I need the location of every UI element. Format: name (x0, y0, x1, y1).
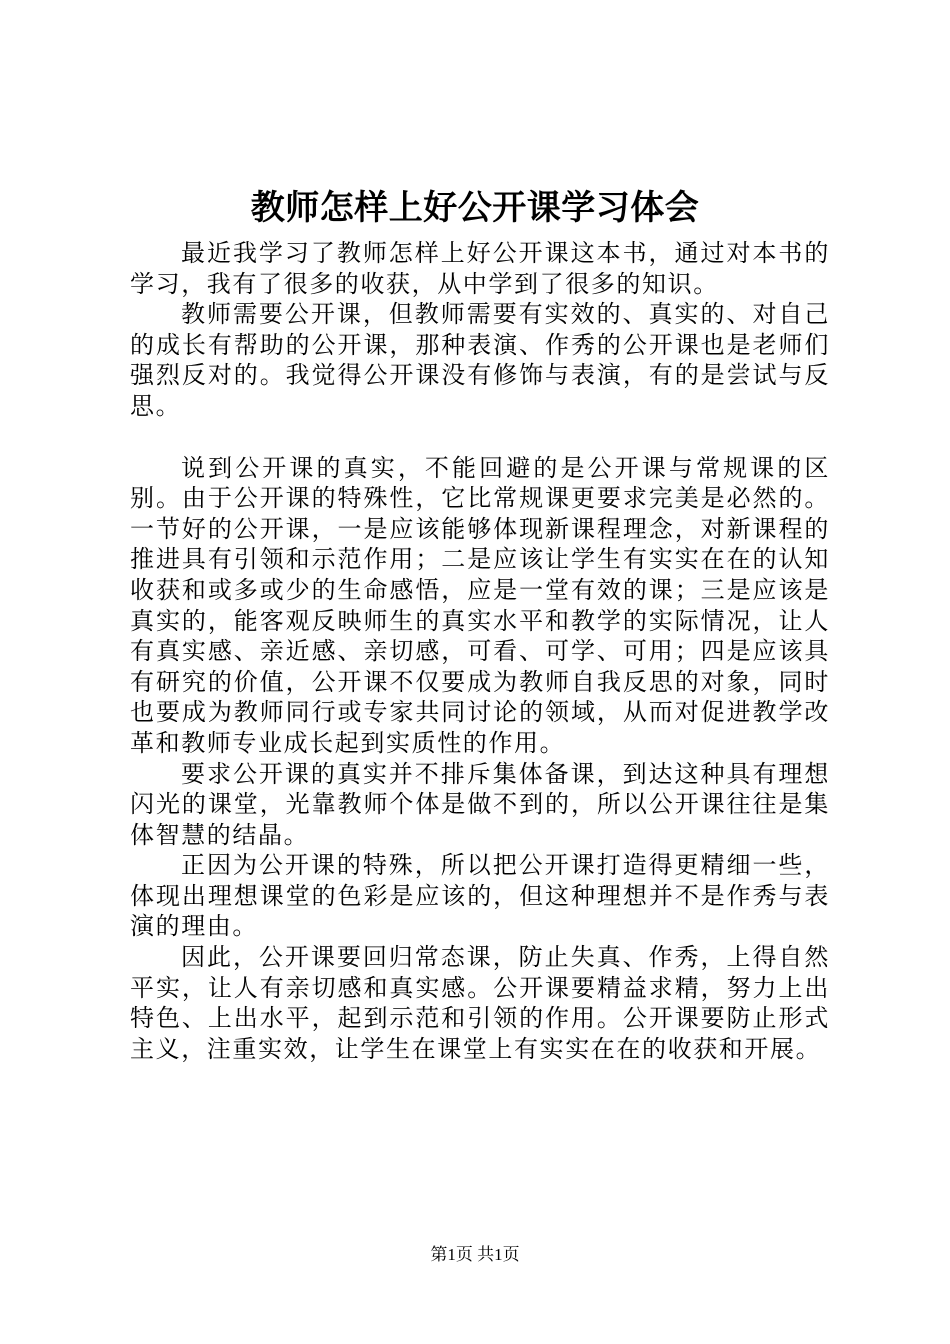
paragraph-conclusion: 因此，公开课要回归常态课，防止失真、作秀，上得自然平实，让人有亲切感和真实感。公开课要精益求精，努力上出特色、上出水平，起到示范和引领的作用。公开课要防止形式主义，注重实效，让学生在课堂上有实实在在的收获和开展。 (130, 943, 830, 1063)
paragraph-intro: 最近我学习了教师怎样上好公开课这本书，通过对本书的学习，我有了很多的收获，从中学到了很多的知识。 (130, 239, 830, 298)
paragraph-special: 正因为公开课的特殊，所以把公开课打造得更精细一些，体现出理想课堂的色彩是应该的，但这种理想并不是作秀与表演的理由。 (130, 851, 830, 941)
paragraph-need: 教师需要公开课，但教师需要有实效的、真实的、对自己的成长有帮助的公开课，那种表演、作秀的公开课也是老师们强烈反对的。我觉得公开课没有修饰与表演，有的是尝试与反思。 (130, 300, 830, 420)
paragraph-authenticity: 说到公开课的真实，不能回避的是公开课与常规课的区别。由于公开课的特殊性，它比常规课更要求完美是必然的。一节好的公开课，一是应该能够体现新课程理念，对新课程的推进具有引领和示范作用；二是应该让学生有实实在在的认知收获和或多或少的生命感悟，应是一堂有效的课；三是应该是真实的，能客观反映师生的真实水平和教学的实际情况，让人有真实感、亲近感、亲切感，可看、可学、可用；四是应该具有研究的价值，公开课不仅要成为教师自我反思的对象，同时也要成为教师同行或专家共同讨论的领域，从而对促进教学改革和教师专业成长起到实质性的作用。 (130, 453, 830, 757)
paragraph-collective: 要求公开课的真实并不排斥集体备课，到达这种具有理想闪光的课堂，光靠教师个体是做不到的，所以公开课往往是集体智慧的结晶。 (130, 759, 830, 849)
document-body (130, 238, 830, 1064)
page-title: 教师怎样上好公开课学习体会 (250, 188, 700, 228)
page-number-footer: 第1页 共1页 (430, 1245, 520, 1264)
